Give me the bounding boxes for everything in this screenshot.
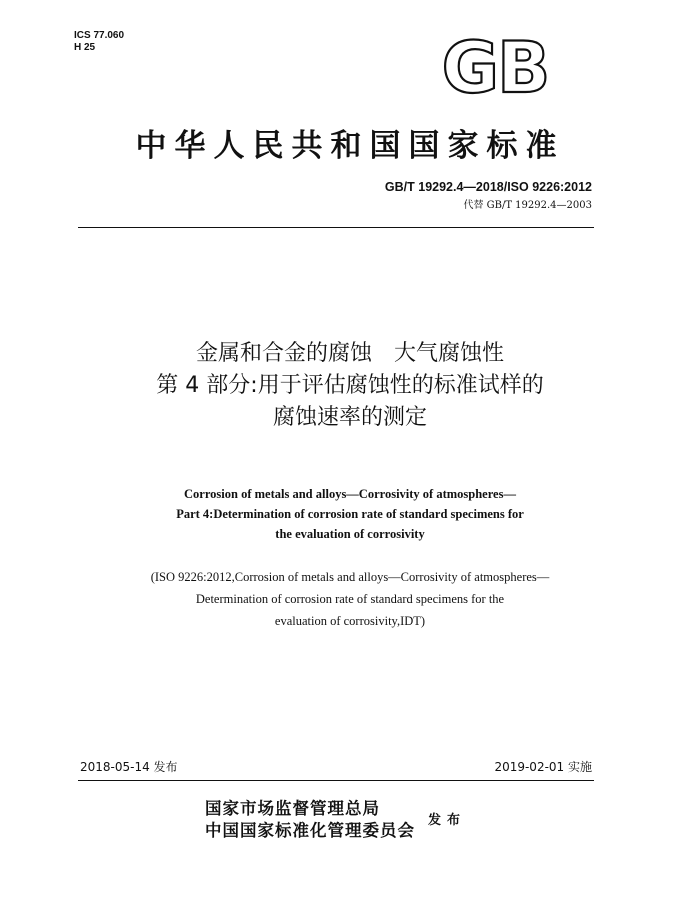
chinese-title-line-1: 金属和合金的腐蚀 大气腐蚀性 (195, 341, 504, 366)
implementation-date: 2019-02-01 实施 (494, 760, 592, 774)
standard-number: GB/T 19292.4—2018/ISO 9226:2012 (384, 180, 592, 194)
iso-reference-line-1: (ISO 9226:2012,Corrosion of metals and alloys—Corrosivity of atmospheres— (150, 570, 550, 584)
gb-logo-text: GB (441, 38, 549, 96)
footer-divider (78, 780, 594, 781)
english-title (0, 484, 700, 544)
national-standard-title: 中华人民共和国国家标准 (135, 128, 565, 164)
publishers (205, 798, 415, 842)
ccs-code: H 25 (74, 42, 96, 53)
issue-date: 2018-05-14 发布 (80, 760, 178, 774)
classification-codes (74, 30, 124, 54)
iso-reference (0, 566, 700, 632)
publisher-sac: 中国国家标准化管理委员会 (205, 821, 415, 840)
english-title-line-1: Corrosion of metals and alloys—Corrosivity of atmospheres— (184, 487, 516, 501)
gb-logo (432, 38, 558, 96)
english-title-line-2: Part 4:Determination of corrosion rate of standard specimens for (176, 507, 524, 521)
publish-label: 发布 (428, 813, 467, 828)
iso-reference-line-3: evaluation of corrosivity,IDT) (274, 614, 426, 628)
publisher-samr: 国家市场监督管理总局 (205, 799, 380, 818)
chinese-title (0, 338, 700, 434)
header-divider (78, 227, 594, 228)
english-title-line-3: the evaluation of corrosivity (275, 527, 425, 541)
replaces-standard: 代替 GB/T 19292.4—2003 (463, 200, 592, 211)
gb-logo-graphic (432, 38, 558, 96)
iso-reference-line-2: Determination of corrosion rate of standard specimens for the (195, 592, 505, 606)
chinese-title-line-3: 腐蚀速率的测定 (272, 405, 427, 430)
chinese-title-line-2: 第 4 部分:用于评估腐蚀性的标准试样的 (156, 373, 544, 398)
ics-code: ICS 77.060 (74, 30, 125, 41)
